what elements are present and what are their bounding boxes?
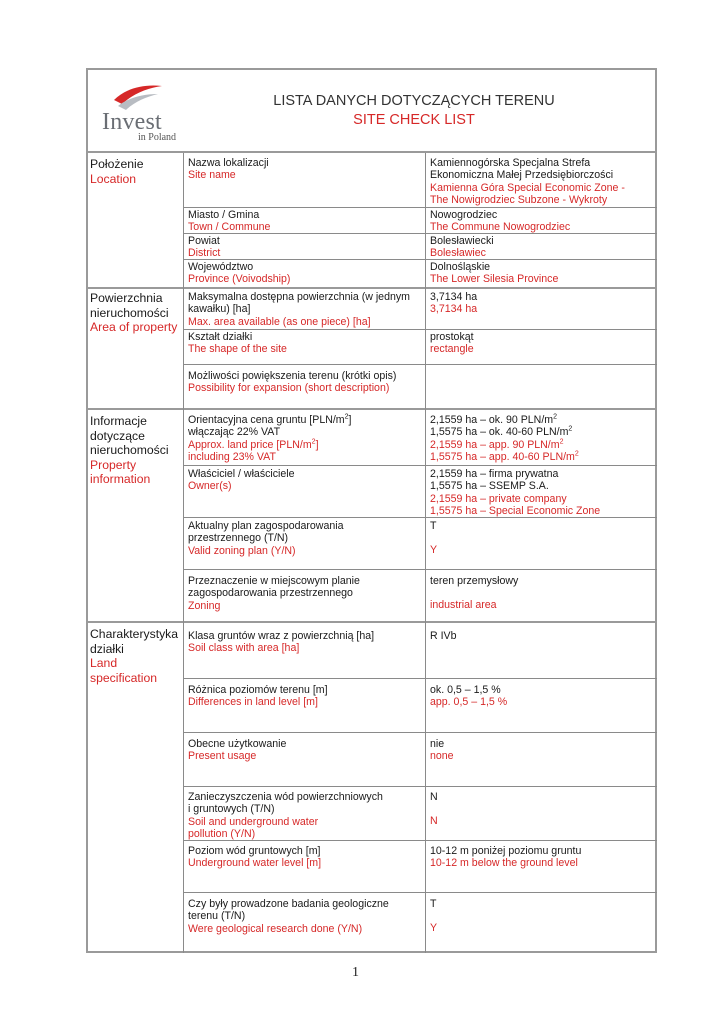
table-header: [86, 68, 657, 153]
value-pl: T: [430, 898, 437, 910]
label-en: Soil class with area [ha]: [188, 642, 300, 655]
value-pl: nie: [430, 738, 445, 750]
row-site-name-label: [188, 157, 269, 182]
section-label-pl: dotyczące: [90, 428, 145, 443]
value-pl: N: [430, 791, 438, 803]
row-soil-value: [430, 630, 457, 642]
label-pl: Przeznaczenie w miejscowym planie: [188, 575, 360, 587]
row-owner-label: [188, 468, 295, 493]
value-pl: prostokąt: [430, 331, 474, 343]
value-text: 2,1559 ha – ok. 90 PLN/m: [430, 414, 554, 426]
superscript: 2: [344, 413, 349, 421]
value-text: 1,5575 ha – ok. 40-60 PLN/m: [430, 426, 569, 439]
row-geology-label: [188, 898, 389, 935]
row-price-value: [430, 414, 579, 463]
section-label-pl: nieruchomości: [90, 305, 169, 320]
label-pl: Różnica poziomów terenu [m]: [188, 684, 328, 696]
value-text: 2,1559 ha – app. 90 PLN/m: [430, 438, 560, 451]
row-town-value: [430, 209, 570, 234]
label-en: Owner(s): [188, 480, 232, 493]
label-pl: Właściciel / właściciele: [188, 468, 295, 480]
superscript: 2: [311, 438, 316, 446]
row-max-area-label: [188, 291, 410, 328]
section-land-label: [90, 627, 182, 685]
value-en: industrial area: [430, 599, 497, 612]
row-usage-value: [430, 738, 454, 763]
row-divider: [183, 329, 657, 330]
label-pl: Aktualny plan zagospodarowania: [188, 520, 344, 532]
label-pl: Miasto / Gmina: [188, 209, 260, 221]
value-en: [430, 439, 579, 451]
value-pl: 10-12 m poniżej poziomu gruntu: [430, 845, 582, 857]
row-level-label: [188, 684, 328, 709]
row-divider: [183, 678, 657, 679]
label-en: Valid zoning plan (Y/N): [188, 544, 296, 557]
value-pl: [430, 426, 579, 438]
label-en: Town / Commune: [188, 221, 271, 234]
section-label-en: specification: [90, 670, 158, 685]
bracket: ]: [348, 414, 352, 426]
row-shape-value: [430, 331, 474, 356]
value-en: 10-12 m below the ground level: [430, 857, 578, 870]
section-property-label: [90, 414, 182, 487]
value-en: Y: [430, 544, 438, 557]
superscript: 2: [553, 413, 557, 421]
section-divider: [86, 287, 657, 289]
label-pl: przestrzennego (T/N): [188, 532, 289, 545]
label-pl: Powiat: [188, 235, 220, 247]
section-label-en: information: [90, 472, 151, 486]
value-pl: teren przemysłowy: [430, 575, 519, 587]
row-divider: [183, 569, 657, 570]
label-pl: Maksymalna dostępna powierzchnia (w jednym: [188, 291, 410, 303]
row-divider: [183, 207, 657, 208]
page-title-pl: LISTA DANYCH DOTYCZĄCYCH TERENU: [273, 93, 555, 109]
row-shape-label: [188, 331, 287, 356]
label-pl: kawałku) [ha]: [188, 303, 251, 316]
row-price-label: [188, 414, 352, 463]
value-text: 1,5575 ha – app. 40-60 PLN/m: [430, 450, 575, 463]
row-town-label: [188, 209, 270, 234]
label-pl: Poziom wód gruntowych [m]: [188, 845, 321, 857]
invest-in-poland-logo: [100, 82, 180, 142]
label-en: Were geological research done (Y/N): [188, 922, 363, 935]
section-label-pl: Położenie: [90, 157, 144, 171]
value-en: N: [430, 815, 438, 828]
row-usage-label: [188, 738, 286, 763]
label-en: Province (Voivodship): [188, 273, 291, 286]
label-en: Differences in land level [m]: [188, 696, 318, 709]
row-zoning-label: [188, 575, 360, 612]
value-en: app. 0,5 – 1,5 %: [430, 696, 508, 709]
section-label-pl: działki: [90, 641, 124, 656]
row-province-value: [430, 261, 558, 286]
row-divider: [183, 732, 657, 733]
value-en: 3,7134 ha: [430, 303, 478, 316]
row-geology-value: [430, 898, 437, 935]
value-en: 2,1559 ha – private company: [430, 492, 567, 505]
value-pl: Nowogrodziec: [430, 209, 498, 221]
column-divider: [425, 153, 426, 953]
value-pl: Dolnośląskie: [430, 261, 491, 273]
section-label-en: Property: [90, 457, 137, 472]
value-pl: 1,5575 ha – SSEMP S.A.: [430, 480, 549, 493]
row-district-value: [430, 235, 494, 260]
label-en: Zoning: [188, 599, 221, 612]
row-divider: [183, 786, 657, 787]
page-number: 1: [352, 965, 359, 980]
section-label-pl: Charakterystyka: [90, 627, 179, 641]
logo-invest-text: Invest: [102, 109, 162, 135]
label-pl: Nazwa lokalizacji: [188, 157, 269, 169]
row-site-name-value: [430, 157, 625, 206]
label-en: Possibility for expansion (short description): [188, 382, 390, 395]
row-province-label: [188, 261, 290, 286]
label-en: Present usage: [188, 750, 257, 763]
label-pl: Obecne użytkowanie: [188, 738, 287, 750]
value-en: Kamienna Góra Special Economic Zone -: [430, 181, 625, 194]
label-en: [188, 439, 352, 451]
value-en: The Nowigrodziec Subzone - Wykroty: [430, 193, 608, 206]
row-zoning-value: [430, 575, 518, 612]
section-label-en: Location: [90, 171, 137, 186]
value-en: rectangle: [430, 343, 474, 356]
value-pl: 3,7134 ha: [430, 291, 478, 303]
section-label-pl: nieruchomości: [90, 443, 169, 457]
row-water-value: [430, 845, 581, 870]
value-en: Bolesławiec: [430, 247, 486, 260]
value-pl: R IVb: [430, 630, 457, 642]
row-zoning-plan-label: [188, 520, 343, 557]
row-level-value: [430, 684, 507, 709]
row-pollution-label: [188, 791, 383, 840]
row-pollution-value: [430, 791, 438, 828]
row-expansion-label: [188, 370, 396, 395]
label-pl: Czy były prowadzone badania geologiczne: [188, 898, 389, 910]
label-text: Approx. land price [PLN/m: [188, 438, 312, 451]
label-en: pollution (Y/N): [188, 827, 256, 840]
section-divider: [86, 621, 657, 623]
label-en: including 23% VAT: [188, 450, 276, 463]
logo-swoosh-icon: [112, 82, 164, 112]
value-en: none: [430, 750, 454, 763]
label-pl: Województwo: [188, 261, 254, 273]
value-pl: 2,1559 ha – firma prywatna: [430, 468, 559, 480]
value-pl: Bolesławiecki: [430, 235, 494, 247]
page-title-en: SITE CHECK LIST: [353, 112, 475, 128]
label-pl: Zanieczyszczenia wód powierzchniowych: [188, 791, 383, 803]
label-pl: włączając 22% VAT: [188, 426, 281, 439]
section-label-en: Land: [90, 656, 118, 670]
row-max-area-value: [430, 291, 477, 316]
column-divider: [183, 153, 184, 953]
section-label-pl: Powierzchnia: [90, 291, 163, 305]
value-pl: [430, 414, 579, 426]
superscript: 2: [568, 425, 573, 433]
label-en: Soil and underground water: [188, 815, 319, 828]
section-location-label: [90, 157, 182, 186]
label-pl: terenu (T/N): [188, 910, 246, 923]
logo-subtitle: in Poland: [138, 132, 177, 143]
row-soil-label: [188, 630, 374, 655]
value-pl: Kamiennogórska Specjalna Strefa: [430, 157, 591, 169]
label-en: The shape of the site: [188, 343, 287, 356]
value-en: 1,5575 ha – Special Economic Zone: [430, 504, 601, 517]
label-text: Orientacyjna cena gruntu [PLN/m: [188, 414, 345, 426]
value-en: The Commune Nowogrodziec: [430, 221, 571, 234]
value-en: [430, 451, 579, 463]
label-en: District: [188, 247, 221, 260]
label-pl: Możliwości powiększenia terenu (krótki opis): [188, 370, 397, 382]
superscript: 2: [559, 438, 564, 446]
bracket: ]: [315, 438, 319, 451]
label-pl: Klasa gruntów wraz z powierzchnią [ha]: [188, 630, 375, 642]
section-label-pl: Informacje: [90, 414, 147, 428]
row-zoning-plan-value: [430, 520, 437, 557]
row-divider: [183, 259, 657, 260]
value-en: Y: [430, 922, 438, 935]
value-en: The Lower Silesia Province: [430, 273, 559, 286]
row-divider: [183, 364, 657, 365]
row-owner-value: [430, 468, 600, 517]
row-water-label: [188, 845, 321, 870]
label-en: Underground water level [m]: [188, 857, 322, 870]
label-pl: zagospodarowania przestrzennego: [188, 587, 353, 600]
label-pl: i gruntowych (T/N): [188, 803, 275, 816]
label-pl: Kształt działki: [188, 331, 253, 343]
section-divider: [86, 408, 657, 410]
row-district-label: [188, 235, 220, 260]
section-label-en: Area of property: [90, 320, 178, 334]
label-en: Site name: [188, 169, 236, 182]
row-divider: [183, 892, 657, 893]
row-divider: [183, 465, 657, 466]
value-pl: Ekonomiczna Małej Przedsiębiorczości: [430, 169, 614, 182]
value-pl: T: [430, 520, 437, 532]
value-pl: ok. 0,5 – 1,5 %: [430, 684, 501, 696]
section-area-label: [90, 291, 182, 335]
label-pl: [188, 414, 352, 426]
label-en: Max. area available (as one piece) [ha]: [188, 315, 371, 328]
superscript: 2: [574, 450, 579, 458]
